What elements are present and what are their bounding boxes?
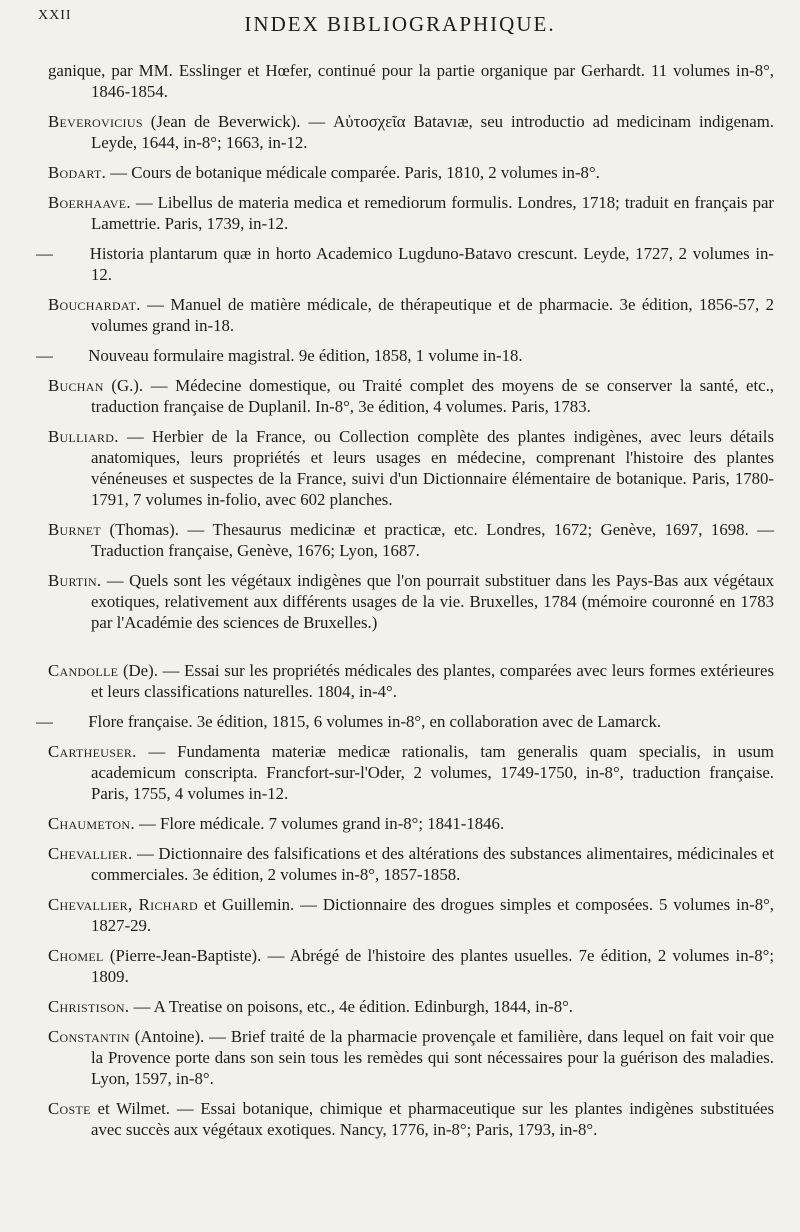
entry-author: Christison. (48, 997, 130, 1016)
bibliography-entry (48, 375, 774, 417)
bibliography-entry (48, 1098, 774, 1140)
entry-text: (Pierre-Jean-Baptiste). — Abrégé de l'histoire des plantes usuelles. 7e édition, 2 volumes in-8°; 1809. (91, 946, 774, 986)
entry-text: — Libellus de materia medica et remediorum formulis. Londres, 1718; traduit en français par Lamettrie. Paris, 1739, in-12. (91, 193, 774, 233)
entry-text: — A Treatise on poisons, etc., 4e édition. Edinburgh, 1844, in-8°. (129, 997, 574, 1016)
entry-text: (G.). — Médecine domestique, ou Traité complet des moyens de se conserver la santé, etc., traduction française de Duplanil. In-8°, 3e édition, 4 volumes. Paris, 1783. (91, 376, 774, 416)
bibliography-entry (48, 570, 774, 633)
page-number: XXII (38, 8, 72, 23)
entry-text: — Cours de botanique médicale comparée. Paris, 1810, 2 volumes in-8°. (106, 163, 600, 182)
bibliography-entry (48, 660, 774, 702)
ditto-dash: — (36, 346, 53, 365)
entry-text: Flore française. 3e édition, 1815, 6 volumes in-8°, en collaboration avec de Lamarck. (84, 712, 662, 731)
entry-author: Bulliard. (48, 427, 119, 446)
entry-author: Constantin (48, 1027, 130, 1046)
bibliography-entry (48, 894, 774, 936)
bibliography-entry (36, 711, 774, 732)
entry-text: ganique, par MM. Esslinger et Hœfer, continué pour la partie organique par Gerhardt. 11 volumes in-8°, 1846-1854. (48, 61, 774, 101)
entry-author: Chevallier, Richard (48, 895, 198, 914)
entry-author: Chaumeton. (48, 814, 135, 833)
entry-text: Nouveau formulaire magistral. 9e édition, 1858, 1 volume in-18. (84, 346, 523, 365)
bibliography-entry (48, 996, 774, 1017)
entry-author: Candolle (48, 661, 119, 680)
entry-text: et Wilmet. — Essai botanique, chimique et pharmaceutique sur les plantes indigènes substituées avec succès aux végétaux exotiques. Nancy, 1776, in-8°; Paris, 1793, in-8°. (90, 1099, 774, 1139)
bibliography-entry (48, 426, 774, 510)
entry-text: — Manuel de matière médicale, de thérapeutique et de pharmacie. 3e édition, 1856-57, 2 volumes grand in-18. (91, 295, 774, 335)
entry-text: — Dictionnaire des falsifications et des altérations des substances alimentaires, médicinales et commerciales. 3e édition, 2 volumes in-8°, 1857-1858. (91, 844, 774, 884)
bibliography-entry (48, 741, 774, 804)
running-head: INDEX BIBLIOGRAPHIQUE. (244, 12, 556, 36)
entry-author: Bouchardat. (48, 295, 141, 314)
entry-text: — Flore médicale. 7 volumes grand in-8°; 1841-1846. (134, 814, 505, 833)
entry-author: Burtin. (48, 571, 102, 590)
bibliography-entry (48, 294, 774, 336)
bibliography-entry (48, 519, 774, 561)
entry-text: — Quels sont les végétaux indigènes que l'on pourrait substituer dans les Pays-Bas aux végétaux exotiques, relativement aux différents usages de la vie. Bruxelles, 1784 (mémoire couronné en 1783 par l'Académie des sciences de Bruxelles.) (91, 571, 774, 632)
bibliography-entry (48, 60, 774, 102)
entry-author: Beverovicius (48, 112, 143, 131)
entry-text: (Antoine). — Brief traité de la pharmacie provençale et familière, dans lequel on fait voir que la Provence porte dans son sein tous les remèdes qui sont nécessaires pour la guérison des maladies. Lyon, 1597, in-8°. (91, 1027, 774, 1088)
entry-author: Coste (48, 1099, 91, 1118)
bibliography-entry (48, 111, 774, 153)
bibliography-entry (36, 243, 774, 285)
entry-text: (Jean de Beverwick). — Αὐτοσχεῖα Batavıæ, seu introductio ad medicinam indigenam. Leyde, 1644, in-8°; 1663, in-12. (91, 112, 774, 152)
bibliography-entry (48, 192, 774, 234)
entry-text: (Thomas). — Thesaurus medicinæ et practicæ, etc. Londres, 1672; Genève, 1697, 1698. — Traduction française, Genève, 1676; Lyon, 1687. (91, 520, 774, 560)
entry-text: — Herbier de la France, ou Collection complète des plantes indigènes, avec leurs détails anatomiques, leurs propriétés et leurs usages en médecine, comprenant l'histoire des plantes vénéneuses et suspectes de la France, suivi d'un Dictionnaire élémentaire de botanique. Paris, 1780-1791, 7 volumes in-folio, avec 602 planches. (91, 427, 774, 509)
entry-author: Bodart. (48, 163, 107, 182)
bibliography-entry (48, 1026, 774, 1089)
entry-text: (De). — Essai sur les propriétés médicales des plantes, comparées avec leurs formes extérieures et leurs classifications naturelles. 1804, in-4°. (91, 661, 774, 701)
entry-author: Chevallier. (48, 844, 133, 863)
bibliography-entry (36, 345, 774, 366)
bibliography-entry (48, 162, 774, 183)
entry-author: Burnet (48, 520, 101, 539)
entry-text: Historia plantarum quæ in horto Academico Lugduno-Batavo crescunt. Leyde, 1727, 2 volumes in-12. (84, 244, 774, 284)
ditto-dash: — (36, 244, 53, 263)
entry-text: — Fundamenta materiæ medicæ rationalis, tam generalis quam specialis, in usum academicum conscripta. Francfort-sur-l'Oder, 2 volumes, 1749-1750, in-8°, traduction française. Paris, 1755, 4 volumes in-12. (91, 742, 774, 803)
entry-author: Buchan (48, 376, 104, 395)
bibliography-entry (48, 843, 774, 885)
bibliography-entry (48, 813, 774, 834)
bibliography-list (36, 60, 775, 1149)
entry-author: Boerhaave. (48, 193, 131, 212)
bibliography-entry (48, 945, 774, 987)
entry-author: Cartheuser. (48, 742, 137, 761)
entry-author: Chomel (48, 946, 104, 965)
ditto-dash: — (36, 712, 53, 731)
entry-text: et Guillemin. — Dictionnaire des drogues simples et composées. 5 volumes in-8°, 1827-29. (91, 895, 775, 935)
